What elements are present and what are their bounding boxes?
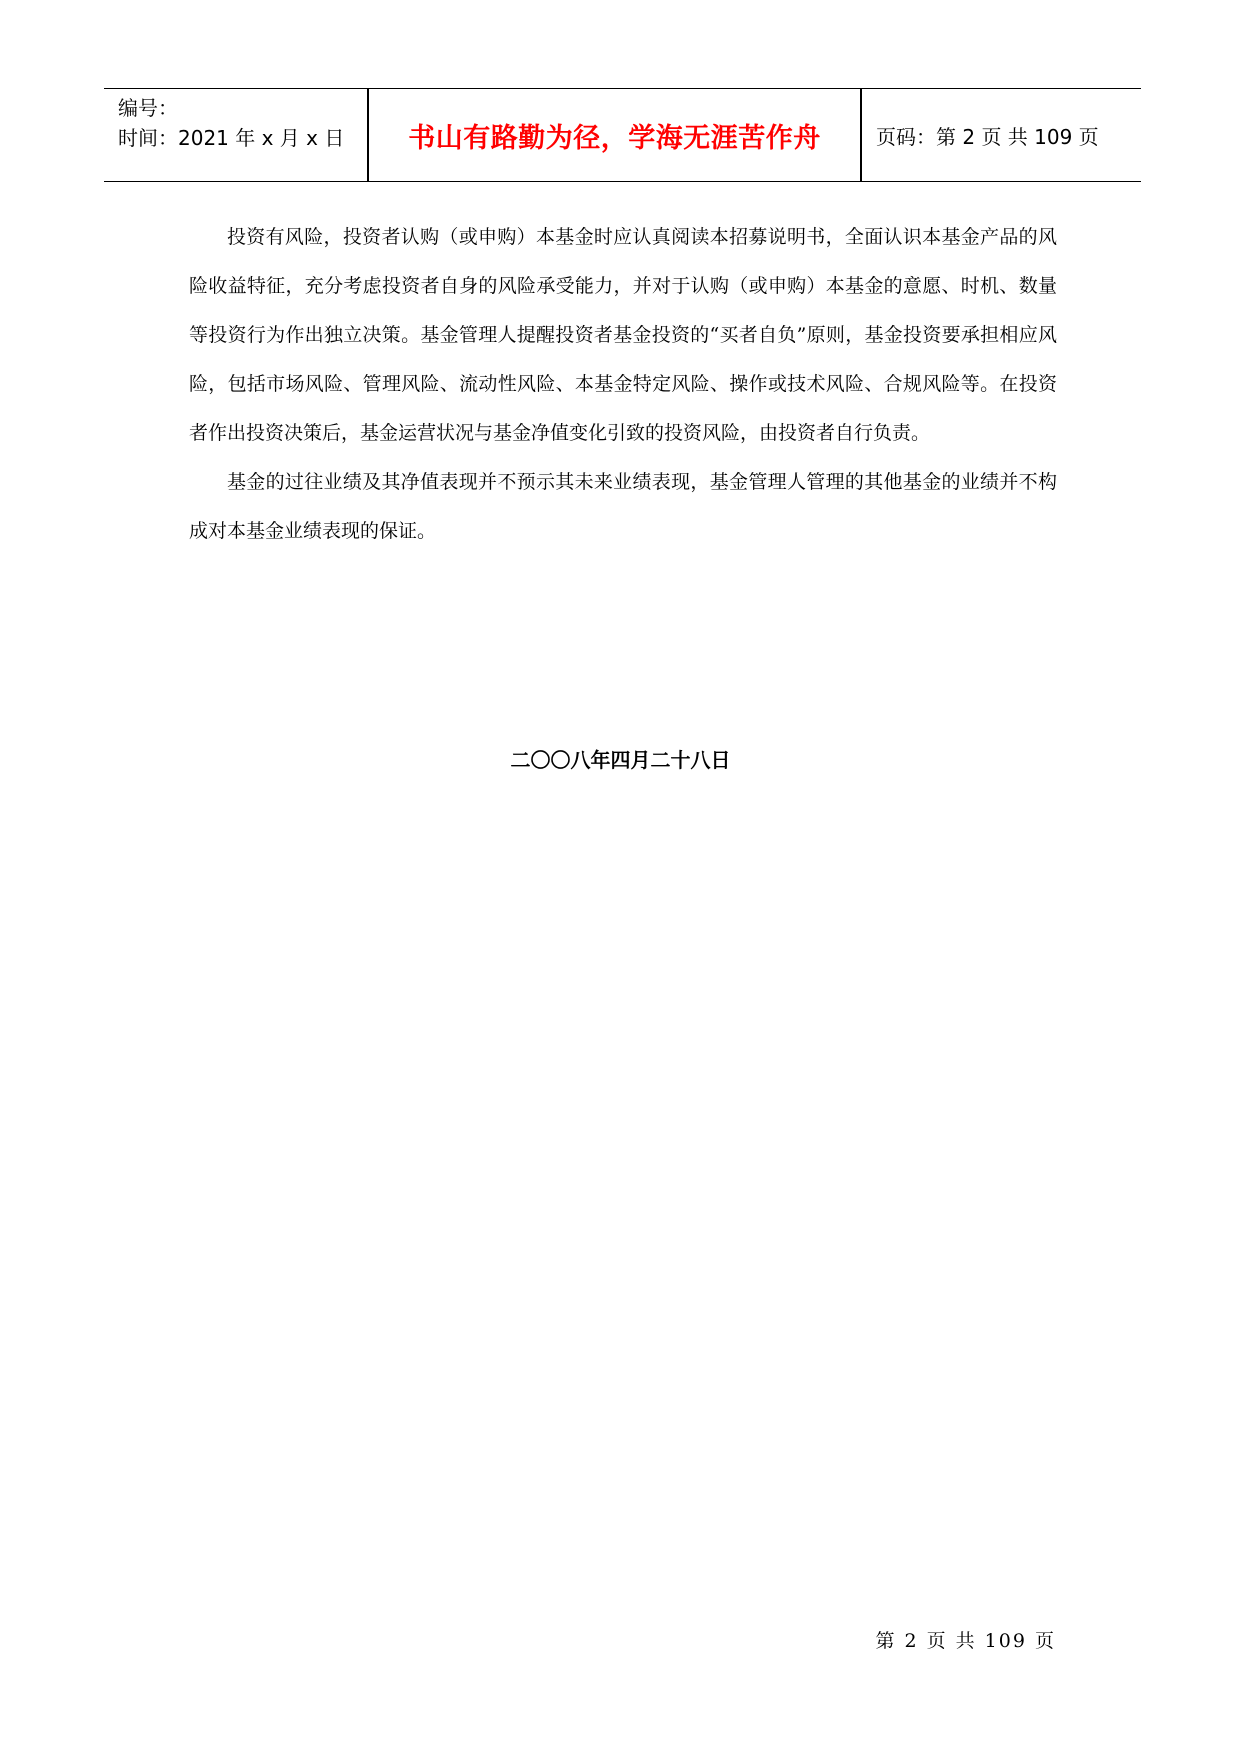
document-time-label: 时间：2021 年 x 月 x 日	[118, 126, 345, 150]
risk-disclosure-paragraph: 投资有风险，投资者认购（或申购）本基金时应认真阅读本招募说明书，全面认识本基金产品的风险收益特征，充分考虑投资者自身的风险承受能力，并对于认购（或申购）本基金的意愿、时机、数量等投资行为作出独立决策。基金管理人提醒投资者基金投资的“买者自负”原则，基金投资要承担相应风险，包括市场风险、管理风险、流动性风险、本基金特定风险、操作或技术风险、合规风险等。在投资者作出投资决策后，基金运营状况与基金净值变化引致的投资风险，由投资者自行负责。	[189, 226, 1057, 444]
header-motto: 书山有路勤为径，学海无涯苦作舟	[408, 122, 821, 154]
page-footer: 第 2 页 共 109 页	[875, 1630, 1056, 1652]
header-meta	[118, 93, 344, 153]
document-number-label: 编号：	[118, 96, 178, 120]
header-page-number: 页码：第 2 页 共 109 页	[876, 124, 1099, 149]
document-body	[189, 213, 1057, 556]
page-header	[104, 88, 1141, 182]
header-divider	[860, 89, 862, 181]
document-date: 二〇〇八年四月二十八日	[510, 748, 731, 772]
performance-disclaimer-paragraph: 基金的过往业绩及其净值表现并不预示其未来业绩表现，基金管理人管理的其他基金的业绩并不构成对本基金业绩表现的保证。	[189, 471, 1057, 542]
